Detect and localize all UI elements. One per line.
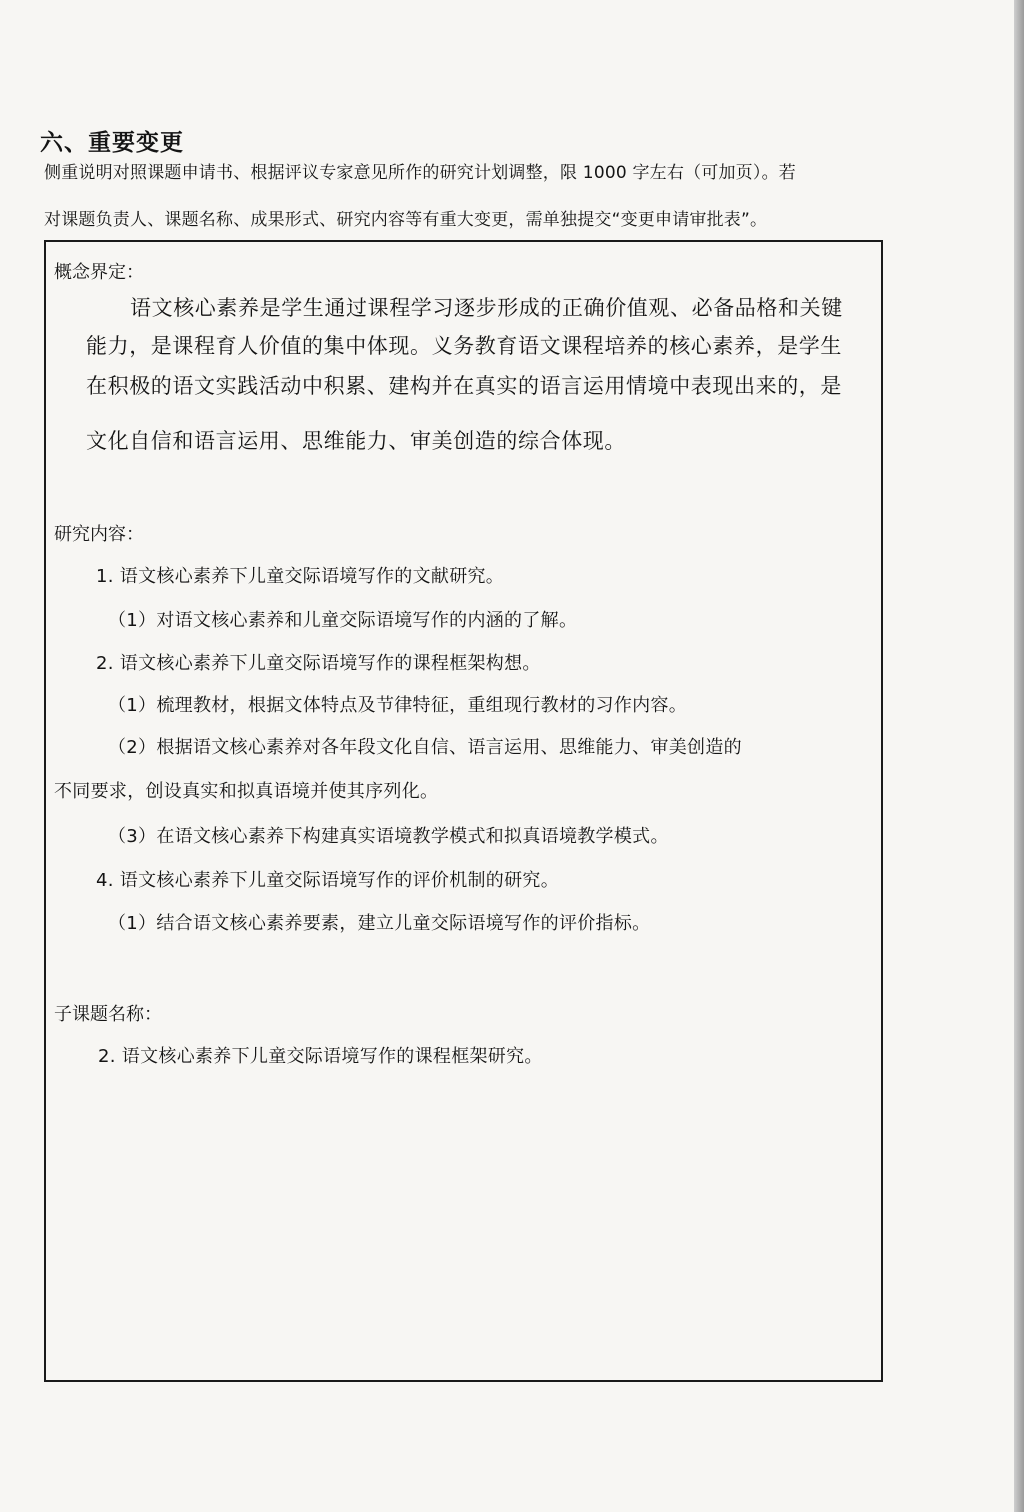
- concept-line-4: 文化自信和语言运用、思维能力、审美创造的综合体现。: [86, 429, 626, 453]
- instruction-line-2: 对课题负责人、课题名称、成果形式、研究内容等有重大变更，需单独提交“变更申请审批表”。: [44, 210, 768, 230]
- research-item-2-sub-2-cont: 不同要求，创设真实和拟真语境并使其序列化。: [54, 781, 439, 802]
- subtopic-label: 子课题名称：: [54, 1004, 162, 1025]
- research-item-4: 4. 语文核心素养下儿童交际语境写作的评价机制的研究。: [96, 870, 559, 891]
- concept-line-3: 在积极的语文实践活动中积累、建构并在真实的语言运用情境中表现出来的，是: [86, 374, 842, 398]
- research-item-2: 2. 语文核心素养下儿童交际语境写作的课程框架构想。: [96, 653, 541, 674]
- research-label: 研究内容：: [54, 524, 144, 545]
- concept-line-1: 语文核心素养是学生通过课程学习逐步形成的正确价值观、必备品格和关键: [130, 296, 843, 320]
- instruction-line-1: 侧重说明对照课题申请书、根据评议专家意见所作的研究计划调整，限 1000 字左右（可加页）。若: [44, 163, 796, 183]
- research-item-4-sub-1: （1）结合语文核心素养要素，建立儿童交际语境写作的评价指标。: [108, 913, 651, 934]
- content-box: [44, 240, 883, 1382]
- research-item-2-sub-2: （2）根据语文核心素养对各年段文化自信、语言运用、思维能力、审美创造的: [108, 737, 742, 758]
- concept-label: 概念界定：: [54, 262, 144, 283]
- section-heading: 六、重要变更: [40, 130, 184, 156]
- research-item-1: 1. 语文核心素养下儿童交际语境写作的文献研究。: [96, 566, 505, 587]
- research-item-1-sub-1: （1）对语文核心素养和儿童交际语境写作的内涵的了解。: [108, 610, 578, 631]
- page-edge-shadow: [1014, 0, 1024, 1512]
- research-item-2-sub-1: （1）梳理教材，根据文体特点及节律特征，重组现行教材的习作内容。: [108, 695, 688, 716]
- subtopic-item: 2. 语文核心素养下儿童交际语境写作的课程框架研究。: [98, 1046, 543, 1067]
- research-item-2-sub-3: （3）在语文核心素养下构建真实语境教学模式和拟真语境教学模式。: [108, 826, 669, 847]
- concept-line-2: 能力，是课程育人价值的集中体现。义务教育语文课程培养的核心素养，是学生: [86, 334, 842, 358]
